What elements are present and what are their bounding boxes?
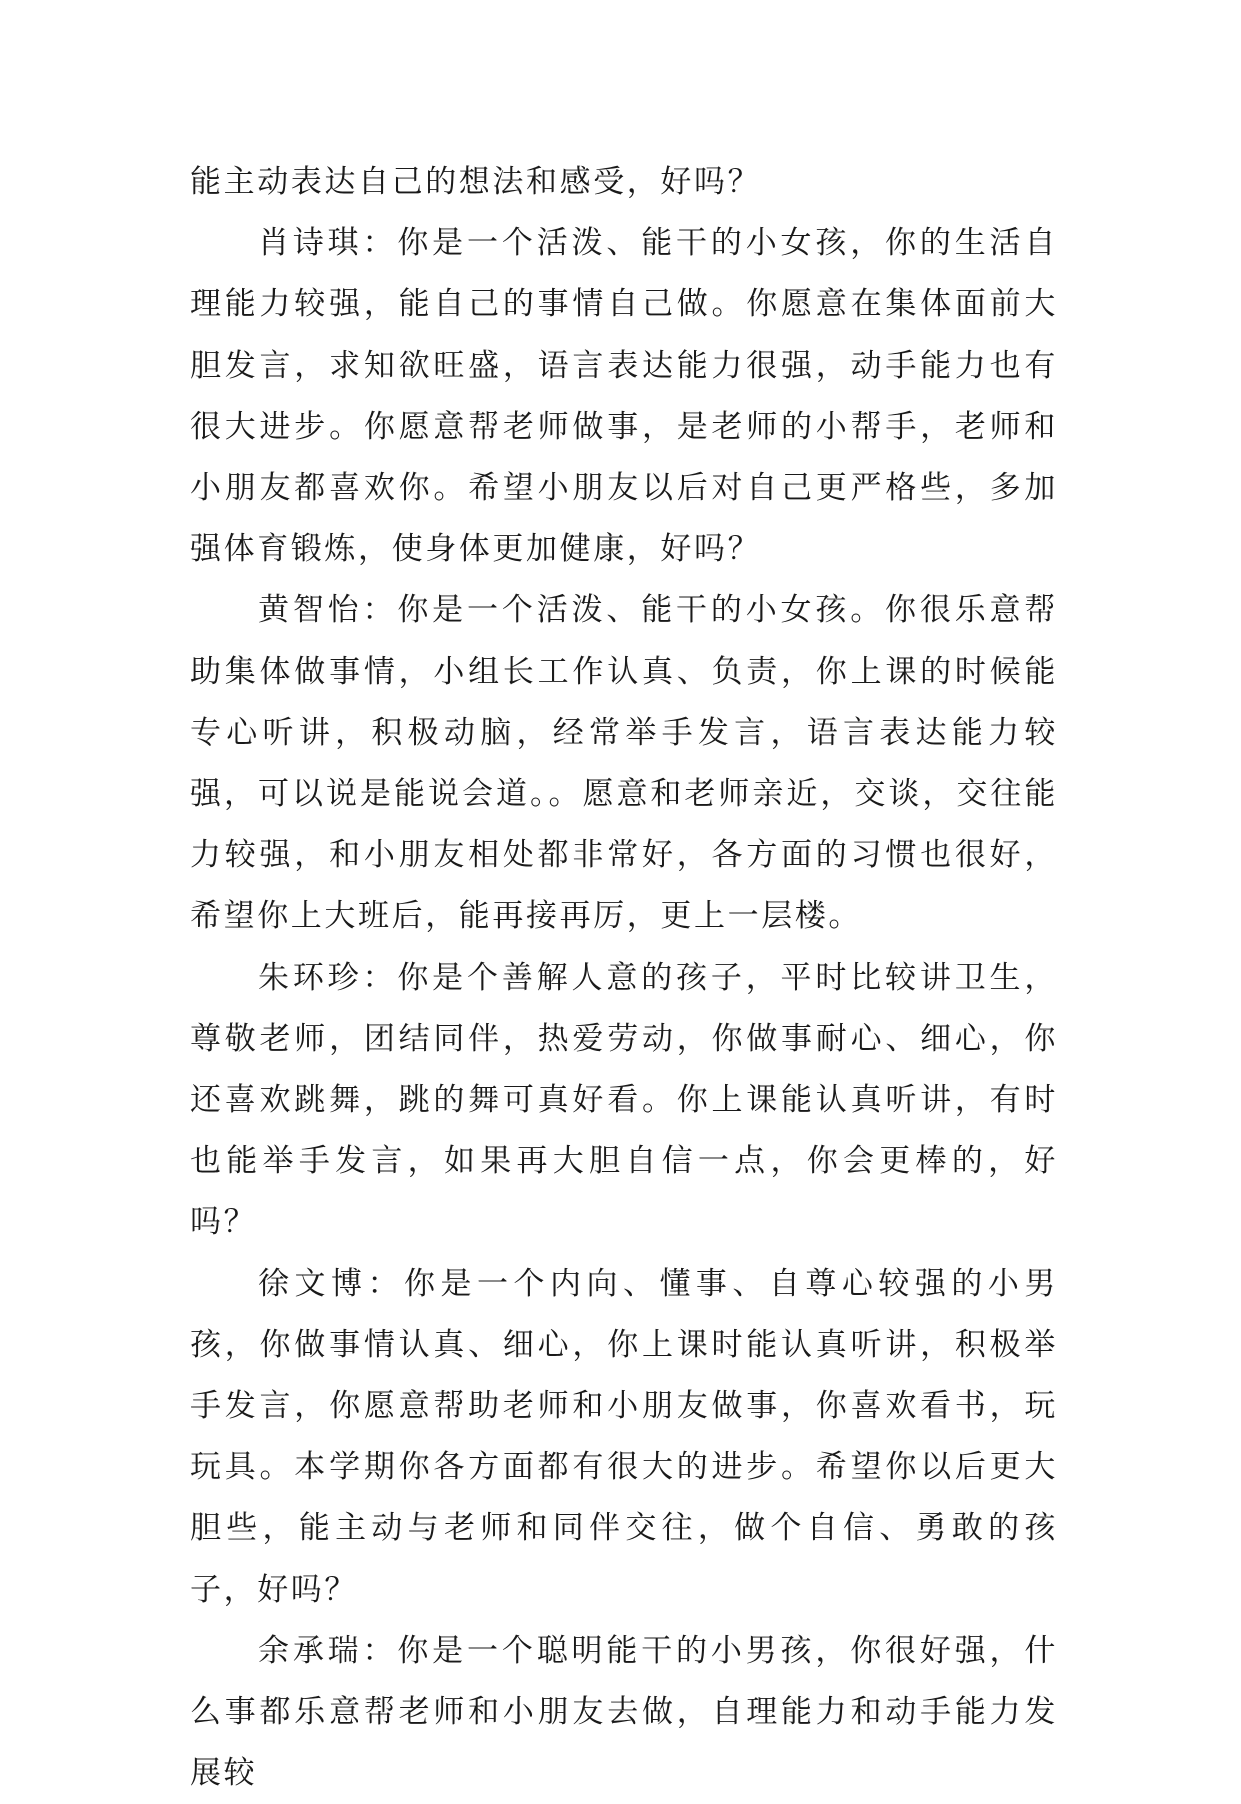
paragraph-zhu-huanzhen <box>190 948 1058 1254</box>
paragraph-text: ：你是一个活泼、能干的小女孩，你的生活自理能力较强，能自己的事情自己做。你愿意在集体面前大胆发言，求知欲旺盛，语言表达能力很强，动手能力也有很大进步。你愿意帮老师做事，是老师的小帮手，老师和小朋友都喜欢你。希望小朋友以后对自己更严格些，多加强体育锻炼，使身体更加健康，好吗？ <box>190 225 1058 568</box>
paragraph-continuation <box>190 152 1058 213</box>
paragraph-text: ：你是一个活泼、能干的小女孩。你很乐意帮助集体做事情，小组长工作认真、负责，你上课的时候能专心听讲，积极动脑，经常举手发言，语言表达能力较强，可以说是能说会道。。愿意和老师亲近，交谈，交往能力较强，和小朋友相处都非常好，各方面的习惯也很好，希望你上大班后，能再接再厉，更上一层楼。 <box>190 592 1058 935</box>
paragraph-huang-zhiyi <box>190 580 1058 947</box>
paragraph-xiao-shiqi <box>190 213 1058 580</box>
paragraph-text: ：你是一个聪明能干的小男孩，你很好强，什么事都乐意帮老师和小朋友去做，自理能力和动手能力发展较 <box>190 1632 1058 1792</box>
paragraph-yu-chengrui <box>190 1621 1058 1804</box>
document-body <box>190 152 1058 1804</box>
paragraph-text: ：你是个善解人意的孩子，平时比较讲卫生，尊敬老师，团结同伴，热爱劳动，你做事耐心、细心，你还喜欢跳舞，跳的舞可真好看。你上课能认真听讲，有时也能举手发言，如果再大胆自信一点，你会更棒的，好吗？ <box>190 959 1058 1241</box>
paragraph-text: 能主动表达自己的想法和感受，好吗？ <box>190 164 762 200</box>
student-name: 徐文博 <box>258 1265 368 1302</box>
student-name: 肖诗琪 <box>258 225 363 262</box>
paragraph-xu-wenbo <box>190 1254 1058 1621</box>
student-name: 黄智怡 <box>258 592 363 629</box>
student-name: 余承瑞 <box>258 1632 363 1669</box>
student-name: 朱环珍 <box>258 959 363 996</box>
paragraph-text: ：你是一个内向、懂事、自尊心较强的小男孩，你做事情认真、细心，你上课时能认真听讲，积极举手发言，你愿意帮助老师和小朋友做事，你喜欢看书，玩玩具。本学期你各方面都有很大的进步。希望你以后更大胆些，能主动与老师和同伴交往，做个自信、勇敢的孩子，好吗？ <box>190 1265 1058 1608</box>
